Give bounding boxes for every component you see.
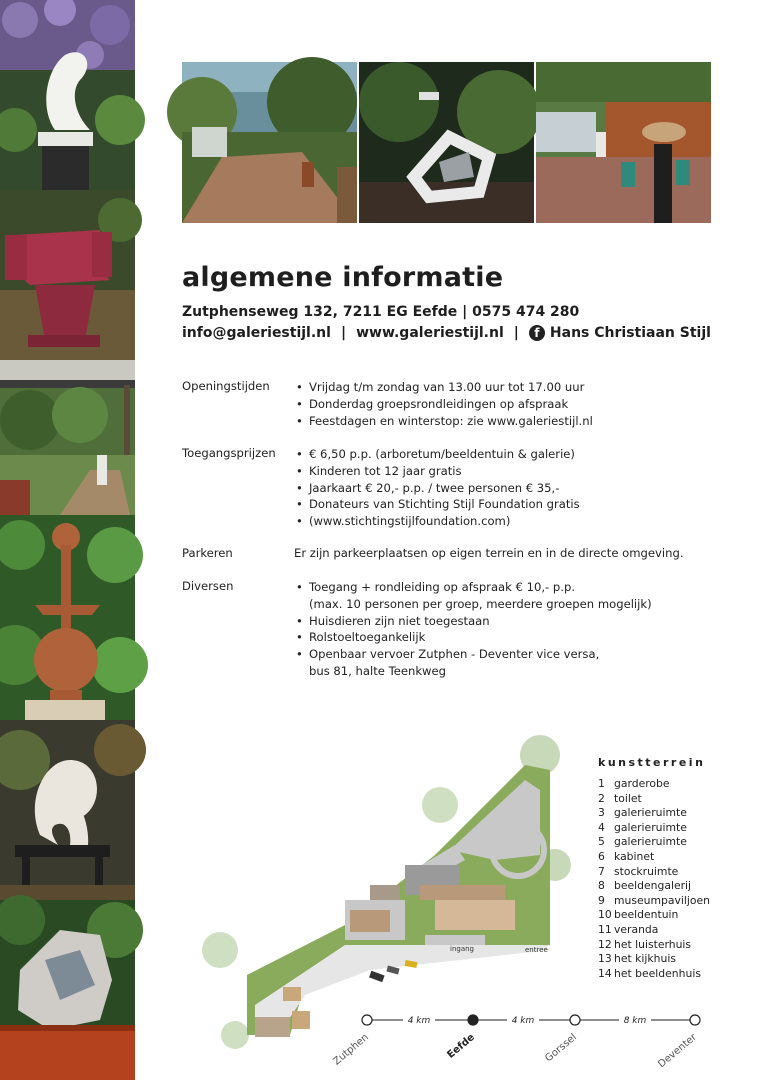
list-item: • Feestdagen en winterstop: zie www.galeriestijl.nl (296, 413, 593, 428)
photo-garden-path (182, 62, 357, 223)
legend-label: museumpaviljoen (614, 893, 710, 907)
route-stop-deventer (690, 1015, 700, 1025)
section-label: Openingstijden (182, 379, 270, 393)
page-title: algemene informatie (182, 262, 504, 293)
legend-number: 6 (598, 849, 605, 863)
legend-number: 13 (598, 952, 612, 966)
facebook-icon: f (529, 325, 545, 341)
map-label-entree: entree (525, 946, 548, 954)
legend-item (598, 835, 710, 850)
legend-item (598, 967, 710, 982)
legend-label: het beeldenhuis (614, 966, 701, 980)
list-item: • Vrijdag t/m zondag van 13.00 uur tot 17.00 uur (296, 380, 585, 394)
photo-strip (0, 0, 135, 1080)
list-item-continuation: (max. 10 personen per groep, meerdere groepen mogelijk) (309, 596, 652, 611)
route-stop-gorssel (570, 1015, 580, 1025)
legend-number: 9 (598, 893, 605, 907)
list-item: • Huisdieren zijn niet toegestaan (296, 613, 490, 628)
legend-number: 4 (598, 820, 605, 834)
route-label-deventer: Deventer (656, 1031, 699, 1071)
route-label-gorssel: Gorssel (543, 1031, 579, 1065)
legend-item (598, 894, 710, 909)
photo-red-chair-sculpture (0, 190, 135, 360)
legend-number: 12 (598, 937, 612, 951)
website-link[interactable]: www.galeriestijl.nl (356, 325, 504, 341)
route-distance: 8 km (623, 1016, 647, 1026)
legend-number: 3 (598, 806, 605, 820)
legend-label: galerieruimte (614, 820, 687, 834)
photo-white-sculpture-wisteria (0, 0, 135, 190)
route-diagram (331, 1008, 715, 1078)
route-label-zutphen: Zutphen (331, 1031, 371, 1068)
address-phone: Zutphenseweg 132, 7211 EG Eefde | 0575 474 280 (182, 304, 580, 320)
separator: | (513, 325, 519, 341)
photo-white-knot-sculpture (0, 720, 135, 900)
bullet-list (294, 579, 652, 680)
legend-number: 1 (598, 777, 605, 790)
legend-label: beeldentuin (614, 908, 679, 922)
legend-label: het kijkhuis (614, 952, 676, 966)
legend-number: 8 (598, 879, 605, 893)
legend-number: 2 (598, 791, 605, 805)
route-distance: 4 km (511, 1016, 535, 1026)
photo-rust-instrument-sculpture (0, 515, 135, 720)
legend-label: veranda (614, 922, 659, 936)
facebook-name[interactable]: Hans Christiaan Stijl (549, 325, 711, 341)
legend-number: 10 (598, 908, 612, 922)
list-item: • Rolstoeltoegankelijk (296, 630, 426, 645)
photo-garden-pergola (0, 360, 135, 515)
legend-label: beeldengalerij (614, 879, 692, 893)
legend-item (598, 879, 710, 894)
route-stop-eefde (468, 1015, 478, 1025)
list-item: • Openbaar vervoer Zutphen - Deventer vice versa, (296, 647, 600, 662)
site-map (195, 735, 585, 1055)
section-text: Er zijn parkeerplaatsen op eigen terrein en in de directe omgeving. (294, 546, 684, 560)
legend-item (598, 806, 710, 821)
legend-label: stockruimte (614, 864, 679, 878)
bullet-list (294, 446, 580, 530)
legend-item (598, 865, 710, 880)
section-label: Parkeren (182, 546, 233, 560)
route-label-eefde: Eefde (445, 1031, 477, 1061)
map-legend (598, 756, 710, 981)
section-label: Toegangsprijzen (182, 446, 276, 460)
legend-item (598, 821, 710, 836)
legend-label: galerieruimte (614, 835, 687, 849)
legend-label: kabinet (614, 849, 655, 863)
legend-label: galerieruimte (614, 806, 687, 820)
legend-item (598, 792, 710, 807)
legend-item (598, 777, 710, 792)
photo-geometric-sculpture (359, 62, 534, 223)
photo-terrace-sculpture (536, 62, 711, 223)
legend-item (598, 938, 710, 953)
photo-stone-block-sculpture (0, 900, 135, 1080)
separator: | (340, 325, 347, 341)
list-item: • Donateurs van Stichting Stijl Foundation gratis (296, 497, 580, 512)
email-link[interactable]: info@galeriestijl.nl (182, 325, 331, 341)
route-stop-zutphen (362, 1015, 372, 1025)
section-label: Diversen (182, 579, 234, 593)
legend-item (598, 923, 710, 938)
legend-label: garderobe (614, 777, 670, 790)
legend-label: toilet (614, 791, 642, 805)
legend-item (598, 952, 710, 967)
legend-title: kunstterrein (598, 756, 706, 769)
legend-label: het luisterhuis (614, 937, 692, 951)
bullet-list (294, 379, 593, 429)
legend-item (598, 908, 710, 923)
list-item: • Jaarkaart € 20,- p.p. / twee personen € 35,- (296, 480, 560, 495)
route-distance: 4 km (407, 1016, 431, 1026)
list-item: • Donderdag groepsrondleidingen op afspraak (296, 396, 569, 411)
legend-number: 14 (598, 966, 612, 980)
map-label-ingang: ingang (450, 945, 474, 953)
legend-number: 7 (598, 864, 605, 878)
legend-item (598, 850, 710, 865)
legend-number: 5 (598, 835, 605, 849)
list-item: • € 6,50 p.p. (arboretum/beeldentuin & galerie) (296, 447, 575, 461)
list-item: • (www.stichtingstijlfoundation.com) (296, 514, 511, 529)
list-item-continuation: bus 81, halte Teenkweg (309, 663, 447, 678)
top-photo-row (182, 62, 709, 223)
legend-number: 11 (598, 922, 612, 936)
list-item: • Kinderen tot 12 jaar gratis (296, 463, 462, 478)
contact-line (182, 325, 711, 341)
list-item: • Toegang + rondleiding op afspraak € 10,- p.p. (296, 580, 576, 594)
